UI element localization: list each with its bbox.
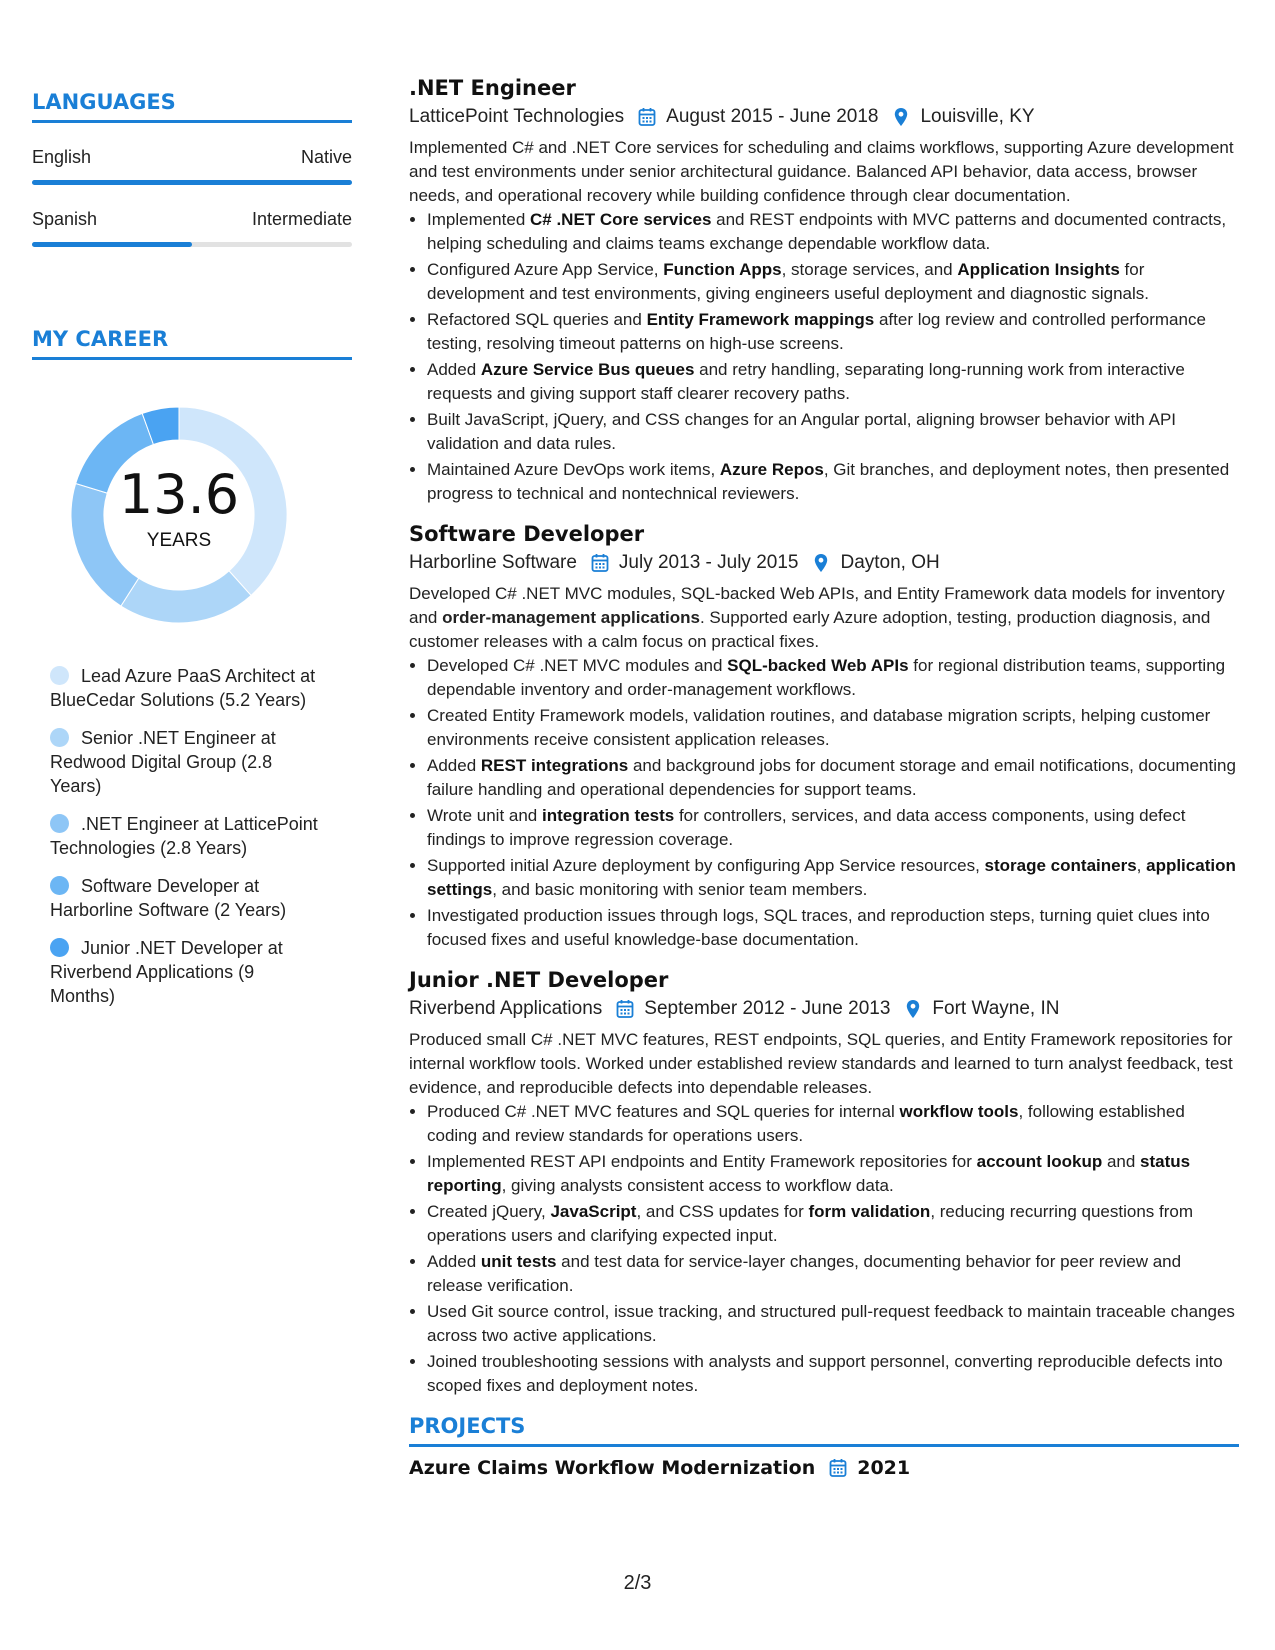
text-run: after log review and controlled performance testing, resolving timeout patterns on high-use screens. — [427, 310, 1206, 353]
job-entry — [409, 968, 1239, 1398]
job-bullet — [427, 1200, 1239, 1248]
bold-keyword: storage containers — [984, 856, 1137, 875]
language-name: Spanish — [32, 209, 98, 229]
language-proficiency-fill — [32, 180, 352, 185]
text-run: Created jQuery, — [427, 1202, 551, 1221]
text-run: Maintained Azure DevOps work items, — [427, 460, 720, 479]
bold-keyword: account lookup — [976, 1152, 1103, 1171]
job-meta — [409, 998, 1239, 1020]
projects-section — [409, 1414, 1239, 1479]
job-company: Riverbend Applications — [409, 998, 603, 1019]
languages-heading: LANGUAGES — [32, 90, 352, 123]
bold-keyword: form validation — [808, 1202, 931, 1221]
text-run: , and basic monitoring with senior team members. — [492, 880, 868, 899]
text-run: , reducing recurring questions from operations users and clarifying expected input. — [427, 1202, 1194, 1245]
job-bullet — [427, 804, 1239, 852]
career-section — [32, 327, 352, 1008]
text-run: Used Git source control, issue tracking, and structured pull-request feedback to maintain traceable changes across two active applications. — [427, 1302, 1235, 1345]
text-run: Added — [427, 1252, 481, 1271]
text-run: Supported initial Azure deployment by configuring App Service resources, — [427, 856, 985, 875]
bold-keyword: Azure Service Bus queues — [480, 360, 695, 379]
bold-keyword: Azure Repos — [719, 460, 824, 479]
project-year: 2021 — [857, 1457, 911, 1479]
language-name: English — [32, 147, 92, 167]
text-run: and background jobs for document storage and email notifications, documenting failure handling and operational dependencies for support teams. — [427, 756, 1236, 799]
text-run: Developed C# .NET MVC modules, SQL-backed Web APIs, and Entity Framework data models for inventory and — [409, 584, 1225, 627]
job-bullet — [427, 308, 1239, 356]
text-run: . Supported early Azure adoption, testing, production diagnosis, and customer releases with a calm focus on practical fixes. — [409, 608, 1211, 651]
job-summary: Implemented C# and .NET Core services for scheduling and claims workflows, supporting Azure development and test environments under senior architectural guidance. Balanced API behavior, data access, browser needs, and operational recovery while building confidence through clear documentation. — [409, 138, 1234, 205]
career-legend-label: Software Developer at Harborline Software (2 Years) — [50, 876, 287, 920]
job-bullet — [427, 208, 1239, 256]
text-run: , — [1136, 856, 1147, 875]
career-legend-item — [50, 874, 320, 922]
job-meta — [409, 552, 1239, 574]
job-summary — [409, 582, 1239, 654]
text-run: , storage services, and — [781, 260, 958, 279]
career-legend-label: .NET Engineer at LatticePoint Technologies (2.8 Years) — [50, 814, 318, 858]
language-level: Native — [300, 147, 352, 167]
text-run: , following established coding and review standards for operations users. — [427, 1102, 1185, 1145]
language-proficiency-fill — [32, 242, 192, 247]
bold-keyword: application settings — [427, 856, 1236, 899]
job-company: LatticePoint Technologies — [409, 106, 625, 127]
project-name: Azure Claims Workflow Modernization — [409, 1457, 816, 1479]
job-bullet — [427, 1350, 1239, 1398]
calendar-icon — [829, 1458, 847, 1478]
job-title: .NET Engineer — [409, 76, 576, 100]
text-run: Developed C# .NET MVC modules and — [427, 656, 728, 675]
text-run: Configured Azure App Service, — [427, 260, 664, 279]
job-bullet — [427, 754, 1239, 802]
bold-keyword: workflow tools — [899, 1102, 1019, 1121]
experience-list — [409, 76, 1239, 1398]
job-bullet — [427, 258, 1239, 306]
text-run: Added — [427, 756, 481, 775]
bold-keyword: Function Apps — [663, 260, 782, 279]
legend-dot-icon — [50, 666, 69, 685]
map-pin-icon — [812, 553, 830, 573]
job-bullet — [427, 704, 1239, 752]
career-legend-item — [50, 812, 320, 860]
text-run: for development and test environments, giving engineers useful deployment and diagnostic signals. — [427, 260, 1150, 303]
job-location: Dayton, OH — [840, 552, 940, 573]
text-run: Added — [427, 360, 481, 379]
languages-section — [32, 90, 352, 247]
bold-keyword: SQL-backed Web APIs — [727, 656, 909, 675]
text-run: Created Entity Framework models, validation routines, and database migration scripts, helping customer environments receive consistent application releases. — [427, 706, 1211, 749]
job-bullet — [427, 1250, 1239, 1298]
career-legend — [50, 664, 320, 1008]
text-run: for regional distribution teams, supporting dependable inventory and order-management workflows. — [427, 656, 1226, 699]
job-dates: August 2015 - June 2018 — [666, 106, 879, 127]
job-entry — [409, 76, 1239, 506]
bold-keyword: Application Insights — [957, 260, 1120, 279]
calendar-icon — [638, 107, 656, 127]
bold-keyword: C# .NET Core services — [530, 210, 712, 229]
language-proficiency-bar — [32, 180, 352, 185]
career-legend-item — [50, 936, 320, 1008]
text-run: Produced C# .NET MVC features and SQL queries for internal — [427, 1102, 900, 1121]
text-run: and test data for service-layer changes, documenting behavior for peer review and release verification. — [427, 1252, 1182, 1295]
job-meta — [409, 106, 1239, 128]
main-content — [409, 76, 1239, 1479]
text-run: for controllers, services, and data access components, using defect findings to improve regression coverage. — [427, 806, 1186, 849]
text-run: Built JavaScript, jQuery, and CSS changes for an Angular portal, aligning browser behavior with API validation and data rules. — [427, 410, 1177, 453]
job-dates: July 2013 - July 2015 — [618, 552, 799, 573]
job-bullets — [409, 654, 1239, 952]
job-bullet — [427, 1100, 1239, 1148]
calendar-icon — [616, 999, 634, 1019]
text-run: and retry handling, separating long-running work from interactive requests and giving support staff clearer recovery paths. — [427, 360, 1185, 403]
job-bullet — [427, 408, 1239, 456]
job-location: Fort Wayne, IN — [932, 998, 1060, 1019]
language-row — [32, 147, 352, 168]
bold-keyword: unit tests — [480, 1252, 557, 1271]
text-run: Implemented REST API endpoints and Entity Framework repositories for — [427, 1152, 977, 1171]
bold-keyword: REST integrations — [480, 756, 629, 775]
career-legend-label: Senior .NET Engineer at Redwood Digital Group (2.8 Years) — [50, 728, 276, 796]
bold-keyword: status reporting — [427, 1152, 1191, 1195]
bold-keyword: integration tests — [541, 806, 675, 825]
text-run: , and CSS updates for — [636, 1202, 809, 1221]
career-donut-chart — [64, 400, 294, 630]
job-bullet — [427, 458, 1239, 506]
legend-dot-icon — [50, 876, 69, 895]
language-proficiency-bar — [32, 242, 352, 247]
text-run: , giving analysts consistent access to workflow data. — [501, 1176, 894, 1195]
language-row — [32, 209, 352, 230]
career-legend-item — [50, 664, 320, 712]
career-heading: MY CAREER — [32, 327, 352, 360]
job-bullets — [409, 208, 1239, 506]
career-legend-label: Lead Azure PaaS Architect at BlueCedar Solutions (5.2 Years) — [50, 666, 316, 710]
legend-dot-icon — [50, 938, 69, 957]
text-run: and REST endpoints with MVC patterns and documented contracts, helping scheduling and claims teams exchange dependable workflow data. — [427, 210, 1227, 253]
job-location: Louisville, KY — [920, 106, 1035, 127]
job-bullet — [427, 358, 1239, 406]
text-run: and — [1102, 1152, 1141, 1171]
page-number: 2/3 — [623, 1572, 652, 1594]
job-bullets — [409, 1100, 1239, 1398]
job-title: Software Developer — [409, 522, 645, 546]
job-entry — [409, 522, 1239, 952]
job-bullet — [427, 654, 1239, 702]
text-run: Wrote unit and — [427, 806, 542, 825]
projects-list — [409, 1457, 1239, 1479]
language-level: Intermediate — [251, 209, 352, 229]
bold-keyword: order-management applications — [442, 608, 700, 627]
donut-center — [64, 400, 294, 630]
text-run: , Git branches, and deployment notes, then presented progress to technical and nontechnical reviewers. — [427, 460, 1230, 503]
job-bullet — [427, 1150, 1239, 1198]
text-run: Refactored SQL queries and — [427, 310, 647, 329]
text-run: Investigated production issues through logs, SQL traces, and reproduction steps, turning quiet clues into focused fixes and useful knowledge-base documentation. — [427, 906, 1210, 949]
career-legend-item — [50, 726, 320, 798]
text-run: Implemented — [427, 210, 530, 229]
projects-heading: PROJECTS — [409, 1414, 1239, 1447]
job-summary: Produced small C# .NET MVC features, REST endpoints, SQL queries, and Entity Framework repositories for internal workflow tools. Worked under established review standards and learned to turn analyst feedback, test evidence, and reproducible defects into dependable releases. — [409, 1030, 1233, 1097]
text-run: Joined troubleshooting sessions with analysts and support personnel, converting reproducible defects into scoped fixes and deployment notes. — [427, 1352, 1223, 1395]
career-total-unit: YEARS — [146, 530, 212, 551]
job-bullet — [427, 904, 1239, 952]
job-title: Junior .NET Developer — [409, 968, 669, 992]
job-company: Harborline Software — [409, 552, 577, 573]
calendar-icon — [591, 553, 609, 573]
career-total-years: 13.6 — [118, 463, 240, 526]
job-bullet — [427, 854, 1239, 902]
sidebar — [32, 90, 352, 1022]
map-pin-icon — [904, 999, 922, 1019]
map-pin-icon — [892, 107, 910, 127]
job-bullet — [427, 1300, 1239, 1348]
project-row — [409, 1457, 1239, 1479]
bold-keyword: Entity Framework mappings — [646, 310, 875, 329]
bold-keyword: JavaScript — [550, 1202, 637, 1221]
languages-list — [32, 147, 352, 247]
job-dates: September 2012 - June 2013 — [644, 998, 891, 1019]
legend-dot-icon — [50, 728, 69, 747]
career-legend-label: Junior .NET Developer at Riverbend Applications (9 Months) — [50, 938, 283, 1006]
legend-dot-icon — [50, 814, 69, 833]
